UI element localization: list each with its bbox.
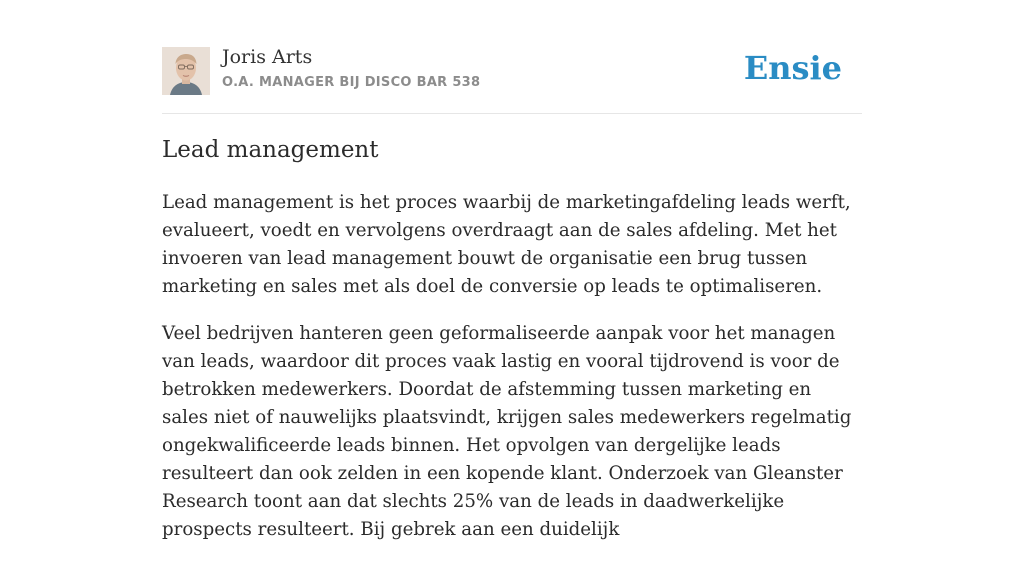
- author-role: O.A. MANAGER BIJ DISCO BAR 538: [222, 75, 481, 90]
- article-title: Lead management: [162, 137, 379, 163]
- article-paragraph: Veel bedrijven hanteren geen geformaliseerde aanpak voor het managen van leads, waardoor dit proces vaak lastig en vooral tijdrovend is voor de betrokken medewerkers. Doordat de afstemming tussen marketing en sales niet of nauwelijks plaatsvindt, krijgen sales medewerkers regelmatig ongekwalificeerde leads binnen. Het opvolgen van dergelijke leads resulteert dan ook zelden in een kopende klant. Onderzoek van Gleanster Research toont aan dat slechts 25% van de leads in daadwerkelijke prospects resulteert. Bij gebrek aan een duidelijk: [162, 323, 852, 540]
- author-name[interactable]: Joris Arts: [222, 46, 313, 68]
- avatar-portrait-icon: [162, 47, 210, 95]
- author-header: [162, 0, 862, 114]
- article-paragraph: Lead management is het proces waarbij de marketingafdeling leads werft, evalueert, voedt en vervolgens overdraagt aan de sales afdeling. Met het invoeren van lead management bouwt de organisatie een brug tussen marketing en sales met als doel de conversie op leads te optimaliseren.: [162, 192, 851, 297]
- article-body: [162, 189, 862, 563]
- author-avatar[interactable]: [162, 47, 210, 95]
- article-page: [162, 0, 862, 540]
- ensie-logo[interactable]: Ensie: [743, 49, 842, 87]
